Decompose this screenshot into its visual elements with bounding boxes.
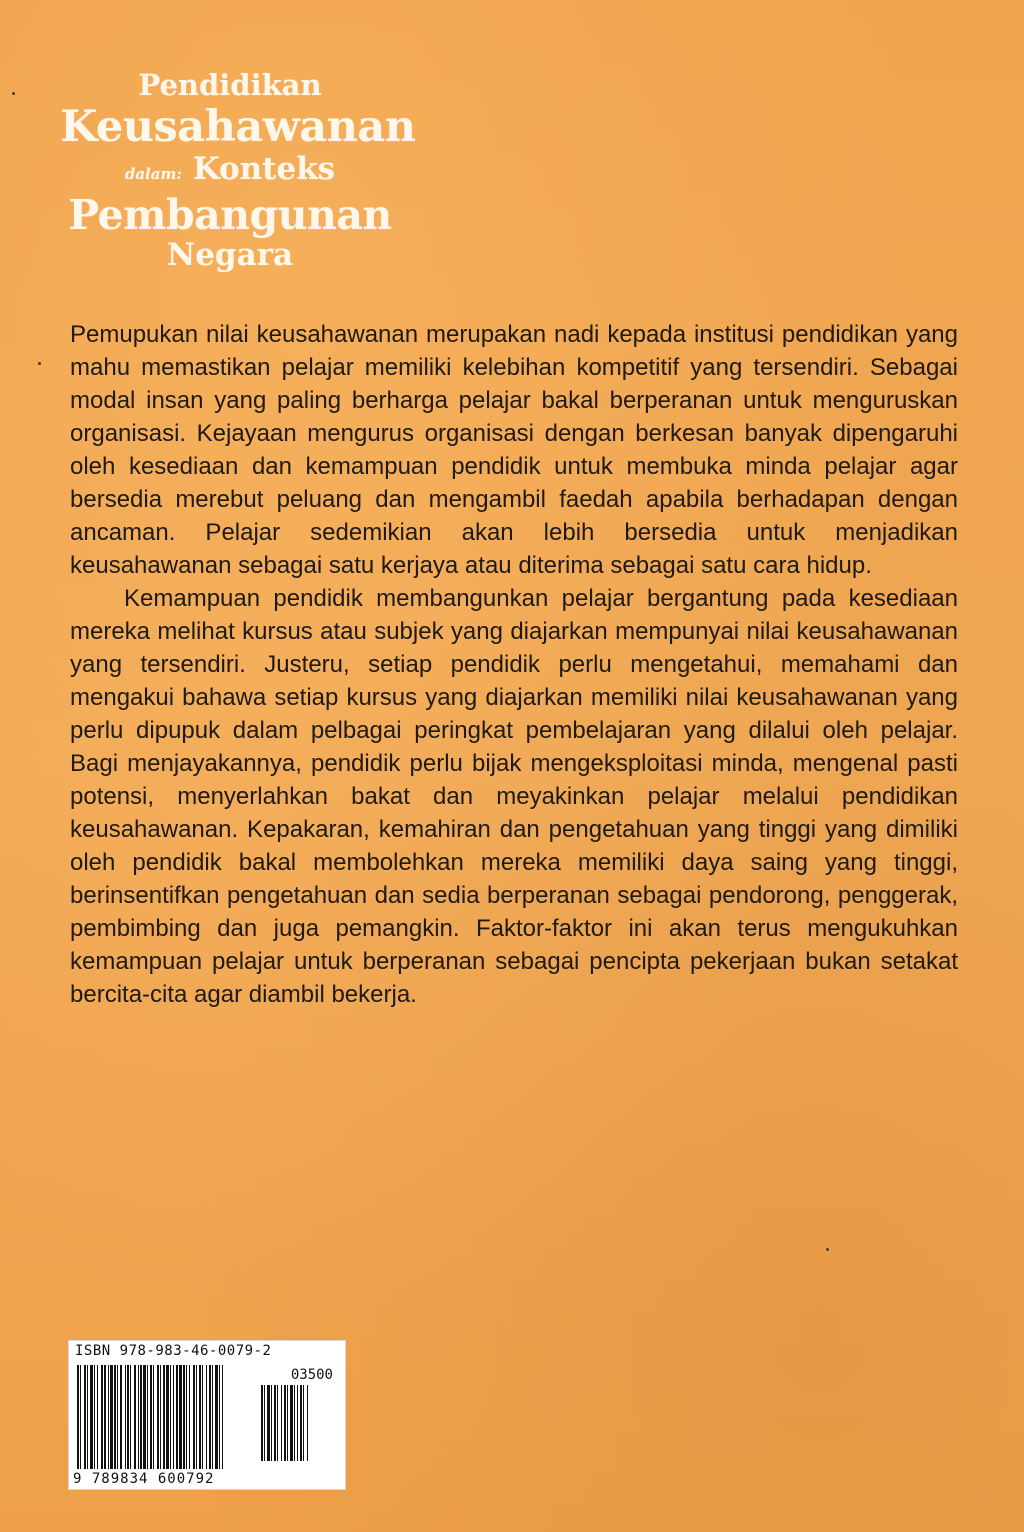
barcode-bar: [134, 1365, 136, 1469]
barcode-bar: [222, 1365, 223, 1469]
barcode-bar: [219, 1365, 220, 1469]
barcode-bar: [284, 1385, 286, 1461]
barcode-bar: [193, 1365, 195, 1469]
barcode-bar: [196, 1365, 197, 1469]
barcode-bar: [170, 1365, 171, 1469]
barcode-bar: [206, 1365, 207, 1469]
barcode-bar: [294, 1385, 295, 1461]
blurb-text: [70, 318, 958, 1011]
barcode-bar: [117, 1365, 118, 1469]
barcode-bar: [97, 1365, 98, 1469]
barcode-bar: [277, 1385, 278, 1461]
barcode-bar: [261, 1385, 263, 1461]
barcode-bar: [290, 1385, 293, 1461]
barcode-bar: [104, 1365, 106, 1469]
barcode-bar: [264, 1385, 265, 1461]
barcode-bar: [163, 1365, 165, 1469]
title-line-2: Keusahawanan: [60, 102, 416, 152]
barcode-bar: [114, 1365, 116, 1469]
speck: [38, 362, 41, 365]
title-line-3-small: dalam: [124, 165, 177, 183]
speck: [826, 1248, 829, 1251]
barcode-bar: [84, 1365, 86, 1469]
barcode-bar: [209, 1365, 211, 1469]
barcode-bar: [179, 1365, 182, 1469]
speck: [12, 92, 15, 95]
barcode-bar: [160, 1365, 161, 1469]
barcode-bar: [143, 1365, 146, 1469]
barcode-bar: [153, 1365, 154, 1469]
barcode-bar: [94, 1365, 95, 1469]
title-line-3: dalam: Konteks: [124, 151, 336, 187]
barcode-bar: [274, 1385, 276, 1461]
title-line-4: Pembangunan: [68, 191, 392, 239]
barcode-main-bars: [77, 1365, 253, 1469]
barcode-bar: [303, 1385, 304, 1461]
barcode-bar: [127, 1365, 129, 1469]
title-line-3-main: Konteks: [192, 151, 336, 187]
barcode-bar: [166, 1365, 169, 1469]
barcode-bar: [307, 1385, 308, 1461]
title-line-1: Pendidikan: [138, 68, 322, 102]
barcode-bar: [125, 1365, 126, 1469]
barcode-bar: [215, 1365, 218, 1469]
barcode-bar: [150, 1365, 152, 1469]
barcode-bar: [267, 1385, 270, 1461]
barcode-bar: [297, 1385, 298, 1461]
barcode-bar: [120, 1365, 122, 1469]
barcode-bar: [147, 1365, 148, 1469]
barcode-bar: [101, 1365, 103, 1469]
barcode-bar: [183, 1365, 185, 1469]
barcode-bar: [176, 1365, 178, 1469]
barcode-bar: [202, 1365, 203, 1469]
isbn-label: ISBN 978-983-46-0079-2: [75, 1343, 272, 1359]
barcode-bar: [186, 1365, 187, 1469]
barcode-bar: [300, 1385, 302, 1461]
barcode-bar: [90, 1365, 93, 1469]
barcode-bar: [157, 1365, 159, 1469]
barcode-bar: [110, 1365, 113, 1469]
barcode-bar: [281, 1385, 282, 1461]
blurb-paragraph-2: Kemampuan pendidik membangunkan pelajar bergantung pada kesediaan mereka melihat kursus atau subjek yang diajarkan mempunyai nilai keusahawanan yang tersendiri. Justeru, setiap pendidik perlu mengetahui, memahami dan mengakui bahawa setiap kursus yang diajarkan memiliki nilai keusahawanan yang perlu dipupuk dalam pelbagai peringkat pembelajaran yang dilalui oleh pelajar. Bagi menjayakannya, pendidik perlu bijak mengeksploitasi minda, mengenal pasti potensi, menyerlahkan bakat dan meyakinkan pelajar melalui pendidikan keusahawanan. Kepakaran, kemahiran dan pengetahuan yang tinggi yang dimiliki oleh pendidik bakal membolehkan mereka memiliki daya saing yang tinggi, berinsentifkan pengetahuan dan sedia berperanan sebagai pendorong, penggerak, pembimbing dan juga pemangkin. Faktor-faktor ini akan terus mengukuhkan kemampuan pelajar untuk berperanan sebagai pencipta pekerjaan bukan setakat bercita-cita agar diambil bekerja.: [70, 585, 958, 1008]
barcode-bar: [130, 1365, 131, 1469]
barcode-bar: [199, 1365, 201, 1469]
barcode-bar: [80, 1365, 81, 1469]
book-title: [60, 66, 416, 273]
barcode-bar: [212, 1365, 213, 1469]
barcode-addon-bars: [261, 1385, 335, 1461]
blurb-paragraph-1: Pemupukan nilai keusahawanan merupakan nadi kepada institusi pendidikan yang mahu memastikan pelajar memiliki kelebihan kompetitif yang tersendiri. Sebagai modal insan yang paling berharga pelajar bakal berperanan untuk menguruskan organisasi. Kejayaan mengurus organisasi dengan berkesan banyak dipengaruhi oleh kesediaan dan kemampuan pendidik untuk membuka minda pelajar agar bersedia merebut peluang dan mengambil faedah apabila berhadapan dengan ancaman. Pelajar sedemikian akan lebih bersedia untuk menjadikan keusahawanan sebagai satu kerjaya atau diterima sebagai satu cara hidup.: [70, 321, 958, 579]
barcode-bar: [271, 1385, 272, 1461]
barcode-bar: [140, 1365, 142, 1469]
barcode-bar: [77, 1365, 79, 1469]
barcode-bar: [87, 1365, 88, 1469]
barcode-bar: [138, 1365, 139, 1469]
barcode-digits: 9 789834 600792: [73, 1471, 215, 1487]
barcode-addon-code: 03500: [290, 1367, 333, 1383]
title-line-5: Negara: [166, 237, 294, 273]
barcode-bar: [173, 1365, 174, 1469]
barcode-bar: [108, 1365, 109, 1469]
barcode-bar: [287, 1385, 288, 1461]
barcode-bar: [189, 1365, 190, 1469]
isbn-barcode: [68, 1340, 346, 1490]
